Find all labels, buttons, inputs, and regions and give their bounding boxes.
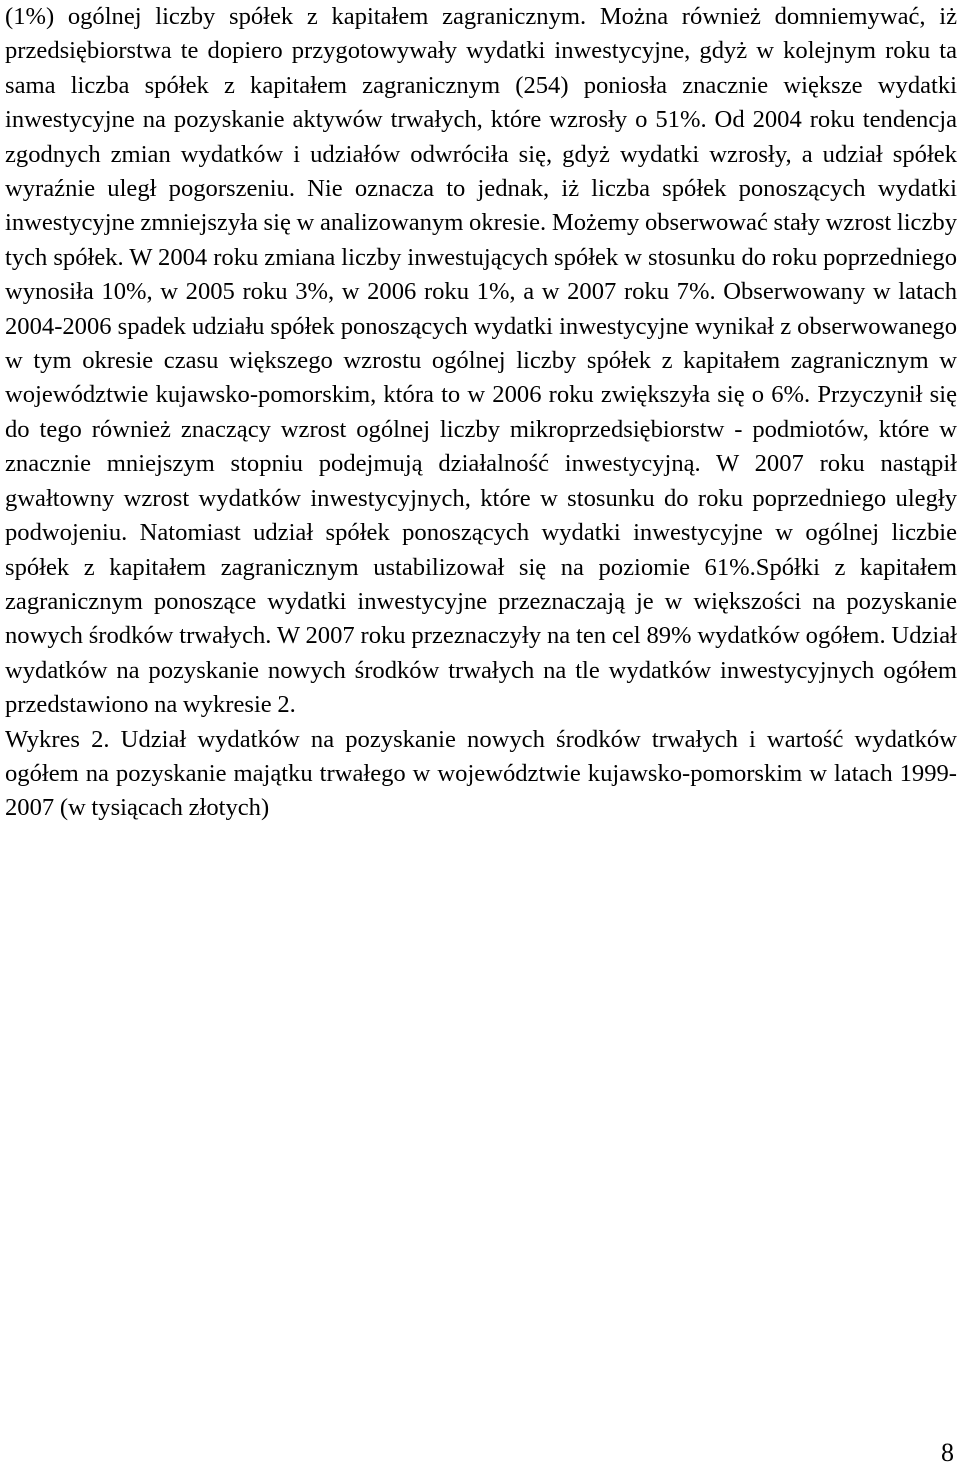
page-number: 8 [941, 1438, 954, 1467]
document-page [5, 0, 957, 826]
body-paragraph: (1%) ogólnej liczby spółek z kapitałem zagranicznym. Można również domniemywać, iż przedsiębiorstwa te dopiero przygotowywały wydatki inwestycyjne, gdyż w kolejnym roku ta sama liczba spółek z kapitałem zagranicznym (254) poniosła znacznie większe wydatki inwestycyjne na pozyskanie aktywów trwałych, które wzrosły o 51%. Od 2004 roku tendencja zgodnych zmian wydatków i udziałów odwróciła się, gdyż wydatki wzrosły, a udział spółek wyraźnie uległ pogorszeniu. Nie oznacza to jednak, iż liczba spółek ponoszących wydatki inwestycyjne zmniejszyła się w analizowanym okresie. Możemy obserwować stały wzrost liczby tych spółek. W 2004 roku zmiana liczby inwestujących spółek w stosunku do roku poprzedniego wynosiła 10%, w 2005 roku 3%, w 2006 roku 1%, a w 2007 roku 7%. Obserwowany w latach 2004-2006 spadek udziału spółek ponoszących wydatki inwestycyjne wynikał z obserwowanego w tym okresie czasu większego wzrostu ogólnej liczby spółek z kapitałem zagranicznym w województwie kujawsko-pomorskim, która to w 2006 roku zwiększyła się o 6%. Przyczynił się do tego również znaczący wzrost ogólnej liczby mikroprzedsiębiorstw - podmiotów, które w znacznie mniejszym stopniu podejmują działalność inwestycyjną. W 2007 roku nastąpił gwałtowny wzrost wydatków inwestycyjnych, które w stosunku do roku poprzedniego uległy podwojeniu. Natomiast udział spółek ponoszących wydatki inwestycyjne w ogólnej liczbie spółek z kapitałem zagranicznym ustabilizował się na poziomie 61%.Spółki z kapitałem zagranicznym ponoszące wydatki inwestycyjne przeznaczają je w większości na pozyskanie nowych środków trwałych. W 2007 roku przeznaczyły na ten cel 89% wydatków ogółem. Udział wydatków na pozyskanie nowych środków trwałych na tle wydatków inwestycyjnych ogółem przedstawiono na wykresie 2. [5, 3, 957, 719]
figure-caption: Wykres 2. Udział wydatków na pozyskanie nowych środków trwałych i wartość wydatków ogółem na pozyskanie majątku trwałego w województwie kujawsko-pomorskim w latach 1999-2007 (w tysiącach złotych) [5, 725, 957, 822]
